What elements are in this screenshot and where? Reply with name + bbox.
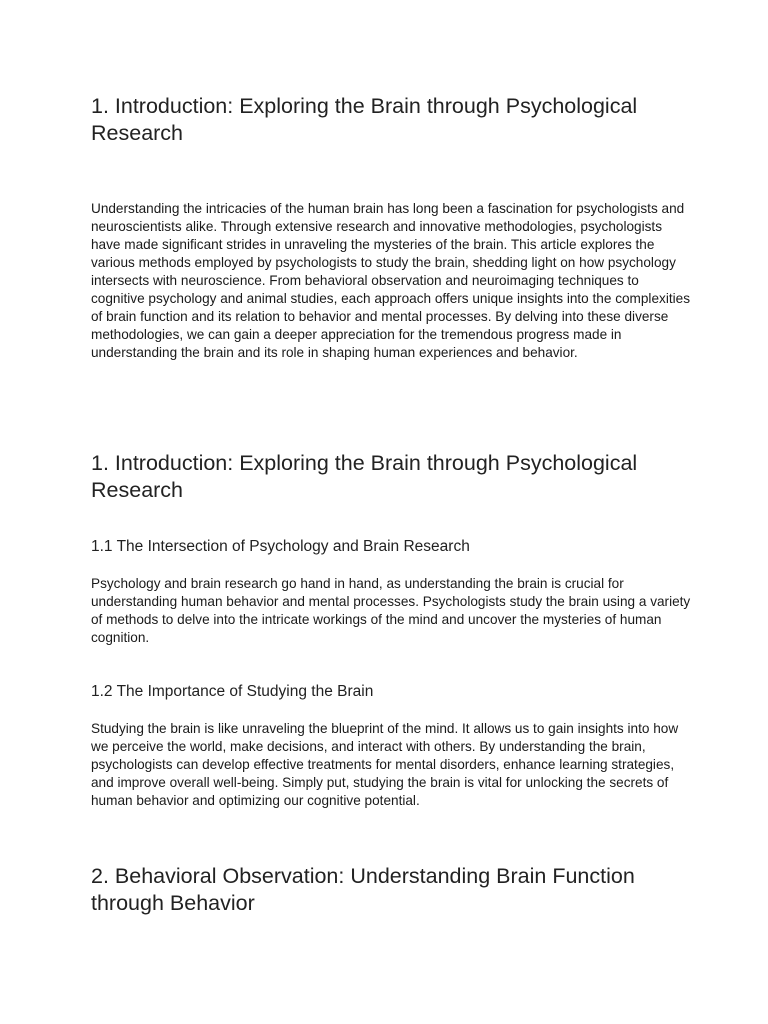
subsection-1-2-heading: 1.2 The Importance of Studying the Brain bbox=[91, 683, 374, 700]
subsection-1-1-heading: 1.1 The Intersection of Psychology and Brain Research bbox=[91, 538, 470, 555]
section-2-heading: 2. Behavioral Observation: Understanding Brain Function through Behavior bbox=[91, 864, 635, 915]
section-1-paragraph: Understanding the intricacies of the human brain has long been a fascination for psychologists and neuroscientists alike. Through extensive research and innovative methodologies, psychologists have made significant strides in unraveling the mysteries of the brain. This article explores the various methods employed by psychologists to study the brain, shedding light on how psychology intersects with neuroscience. From behavioral observation and neuroimaging techniques to cognitive psychology and animal studies, each approach offers unique insights into the complexities of brain function and its relation to behavior and mental processes. By delving into these diverse methodologies, we can gain a deeper appreciation for the tremendous progress made in understanding the brain and its role in shaping human experiences and behavior. bbox=[91, 201, 690, 360]
subsection-1-2-paragraph: Studying the brain is like unraveling the blueprint of the mind. It allows us to gain insights into how we perceive the world, make decisions, and interact with others. By understanding the brain, psychologists can develop effective treatments for mental disorders, enhance learning strategies, and improve overall well-being. Simply put, studying the brain is vital for unlocking the secrets of human behavior and optimizing our cognitive potential. bbox=[91, 721, 679, 808]
subsection-1-1-paragraph: Psychology and brain research go hand in hand, as understanding the brain is crucial for understanding human behavior and mental processes. Psychologists study the brain using a variety of methods to delve into the intricate workings of the mind and uncover the mysteries of human cognition. bbox=[91, 576, 691, 645]
section-1-repeat-heading: 1. Introduction: Exploring the Brain through Psychological Research bbox=[91, 451, 638, 502]
section-1-heading: 1. Introduction: Exploring the Brain through Psychological Research bbox=[91, 94, 638, 145]
